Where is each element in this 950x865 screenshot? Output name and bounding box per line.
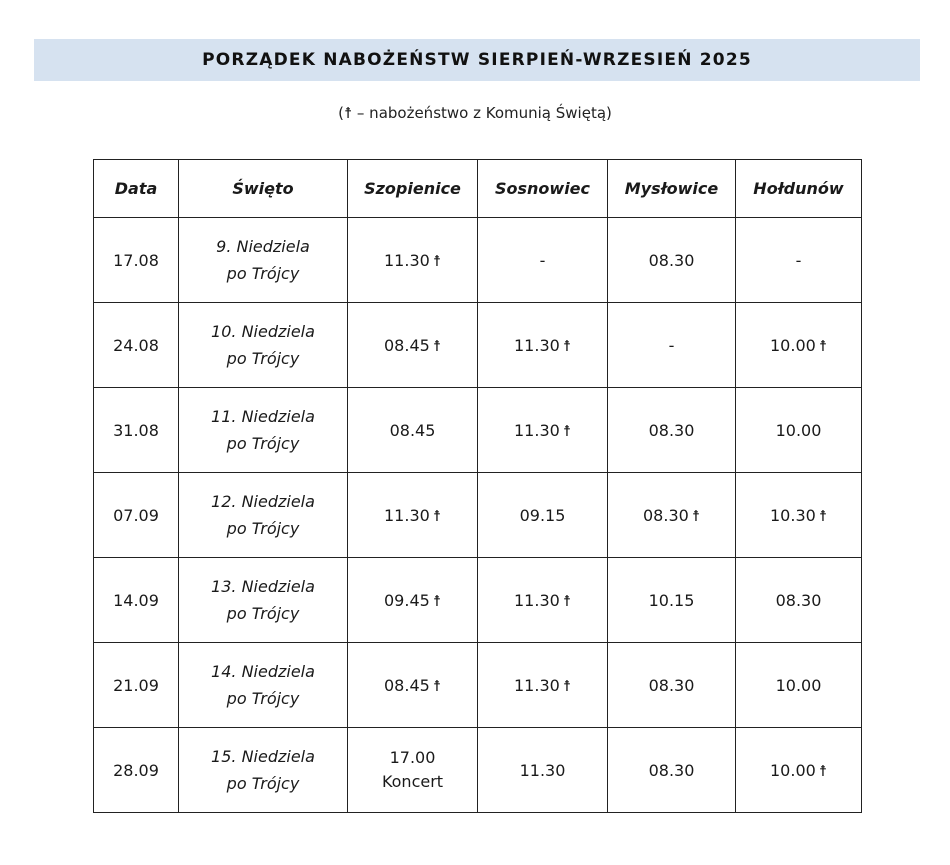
date-cell: 14.09 [94,558,179,643]
table-row [94,303,862,388]
title-banner [34,39,920,81]
service-time: 08.45 [389,420,436,440]
holiday-line: po Trójcy [226,434,300,453]
holdunow-time-cell [736,303,862,388]
service-time: 11.30 [514,335,560,355]
holdunow-time-cell [736,558,862,643]
holiday-line: 11. Niedziela [211,407,315,426]
legend-note: (☨ – nabożeństwo z Komunią Świętą) [338,104,612,122]
table-row [94,643,862,728]
holdunow-time-cell [736,218,862,303]
myslowice-time-cell [608,728,736,813]
service-time: 11.30 [514,420,560,440]
holiday-line: po Trójcy [226,264,300,283]
table-row [94,218,862,303]
communion-cross-icon: ☨ [562,676,571,695]
service-schedule-table [93,159,862,813]
service-time: 11.30 [519,760,566,780]
service-time: 08.30 [648,250,695,270]
holdunow-time-cell [736,473,862,558]
holiday-line: 10. Niedziela [211,322,315,341]
szopienice-time-cell [348,303,478,388]
communion-cross-icon: ☨ [432,251,441,270]
service-time: 10.30 [770,505,816,525]
table-row [94,728,862,813]
holiday-cell [179,388,348,473]
column-header-myslowice: Mysłowice [608,160,736,218]
szopienice-time-cell [348,728,478,813]
date-cell: 17.08 [94,218,179,303]
communion-cross-icon: ☨ [562,336,571,355]
communion-cross-icon: ☨ [432,591,441,610]
column-header-sosnowiec: Sosnowiec [478,160,608,218]
szopienice-time-cell [348,218,478,303]
sosnowiec-time-cell [478,643,608,728]
sosnowiec-time-cell [478,388,608,473]
service-time: 11.30 [514,675,560,695]
service-time: 09.15 [519,505,566,525]
service-time: 08.30 [648,675,695,695]
table-body [94,218,862,813]
date-cell: 28.09 [94,728,179,813]
communion-cross-icon: ☨ [432,336,441,355]
service-time: 11.30 [514,590,560,610]
column-header-szopienice: Szopienice [348,160,478,218]
service-time: 08.45 [384,335,430,355]
myslowice-time-cell [608,473,736,558]
communion-cross-icon: ☨ [818,506,827,525]
service-time: 17.00 [389,748,436,767]
myslowice-time-cell [608,643,736,728]
myslowice-time-cell [608,218,736,303]
holiday-line: po Trójcy [226,519,300,538]
myslowice-time-cell [608,388,736,473]
date-cell: 21.09 [94,643,179,728]
column-header-date: Data [94,160,179,218]
service-time: 10.00 [770,760,816,780]
communion-cross-icon: ☨ [432,676,441,695]
holiday-line: po Trójcy [226,689,300,708]
table-header-row [94,160,862,218]
holiday-cell [179,218,348,303]
sosnowiec-time-cell [478,728,608,813]
date-cell: 07.09 [94,473,179,558]
holiday-line: 14. Niedziela [211,662,315,681]
sosnowiec-time-cell [478,473,608,558]
holiday-line: 13. Niedziela [211,577,315,596]
service-time: 08.30 [648,760,695,780]
szopienice-time-cell [348,473,478,558]
sosnowiec-time-cell [478,218,608,303]
service-time: 10.15 [648,590,695,610]
date-cell: 31.08 [94,388,179,473]
communion-cross-icon: ☨ [432,506,441,525]
sosnowiec-time-cell [478,303,608,388]
column-header-holdunow: Hołdunów [736,160,862,218]
holiday-line: 12. Niedziela [211,492,315,511]
holiday-line: 9. Niedziela [216,237,310,256]
myslowice-time-cell [608,558,736,643]
communion-cross-icon: ☨ [818,336,827,355]
holiday-line: po Trójcy [226,349,300,368]
service-time: 08.30 [648,420,695,440]
no-service-dash: - [539,250,546,270]
holiday-cell [179,473,348,558]
service-time: 11.30 [384,505,430,525]
date-cell: 24.08 [94,303,179,388]
table-row [94,473,862,558]
myslowice-time-cell [608,303,736,388]
service-time: 10.00 [775,420,822,440]
service-time: 08.30 [775,590,822,610]
communion-cross-icon: ☨ [818,761,827,780]
szopienice-time-cell [348,388,478,473]
holiday-cell [179,643,348,728]
communion-cross-icon: ☨ [691,506,700,525]
holiday-line: 15. Niedziela [211,747,315,766]
holiday-line: po Trójcy [226,604,300,623]
no-service-dash: - [668,335,675,355]
service-time: 11.30 [384,250,430,270]
no-service-dash: - [795,250,802,270]
holiday-line: po Trójcy [226,774,300,793]
service-time: 10.00 [770,335,816,355]
holdunow-time-cell [736,643,862,728]
communion-cross-icon: ☨ [562,591,571,610]
holdunow-time-cell [736,388,862,473]
holiday-cell [179,558,348,643]
table-row [94,388,862,473]
table-row [94,558,862,643]
service-time: 08.30 [643,505,689,525]
service-time: 10.00 [775,675,822,695]
communion-cross-icon: ☨ [562,421,571,440]
sosnowiec-time-cell [478,558,608,643]
szopienice-time-cell [348,643,478,728]
page-title: PORZĄDEK NABOŻEŃSTW SIERPIEŃ-WRZESIEŃ 2025 [202,50,752,70]
service-time: 09.45 [384,590,430,610]
service-note: Koncert [381,772,444,791]
service-time: 08.45 [384,675,430,695]
holiday-cell [179,303,348,388]
holiday-cell [179,728,348,813]
holdunow-time-cell [736,728,862,813]
column-header-holiday: Święto [179,160,348,218]
szopienice-time-cell [348,558,478,643]
